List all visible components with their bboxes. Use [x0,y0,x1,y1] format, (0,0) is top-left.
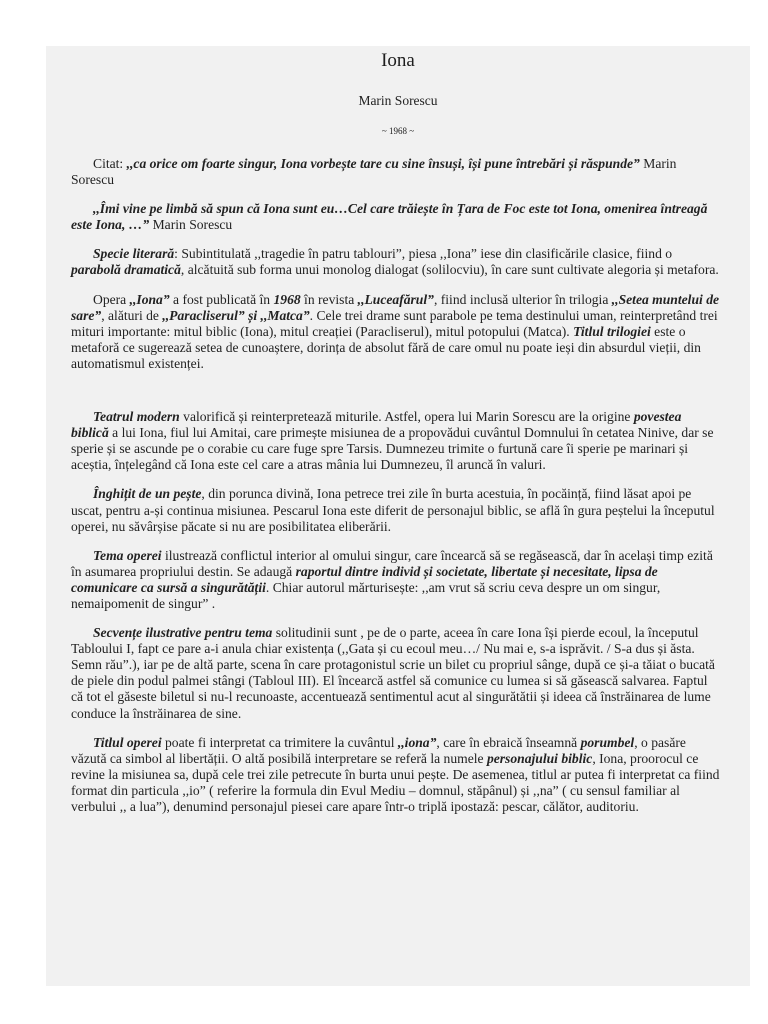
emphasis-text: ,,ca orice om foarte singur, Iona vorbește tare cu sine însuși, își pune întrebări și răspunde” [126,156,640,171]
emphasis-text: personajului biblic [486,750,593,766]
emphasis-text: ,,Luceafărul” [357,291,434,307]
document-author: Marin Sorescu [358,93,438,108]
body-text: : Subintitulată ,,tragedie în patru tablouri”, piesa ,,Iona” iese din clasificările clasice, fiind o [174,246,673,262]
document-title: Iona [381,50,415,71]
emphasis-text: ,,iona” [397,734,437,750]
paragraph-title-meaning [71,735,720,815]
body-text: Marin Sorescu [149,217,233,233]
emphasis-text: ,,Iona” [129,291,170,307]
emphasis-text: raportul dintre individ și societate, libertate și necesitate, lipsa de comunicare ca sursă a singurătății [71,563,658,595]
body-text: în revista [300,291,358,307]
emphasis-text: 1968 [273,291,301,307]
body-text: a fost publicată în [169,291,274,307]
emphasis-text: ,,Paracliserul” și ,,Matca” [162,307,310,323]
paragraph-quote-1 [71,156,720,188]
emphasis-text: Tema operei [93,547,162,563]
body-text: valorifică și reinterpretează miturile. Astfel, opera lui Marin Sorescu are la origine [179,409,634,425]
emphasis-text: porumbel [580,734,635,750]
paragraph-modern-theatre [71,409,720,473]
paragraph-swallowed-by-fish [71,486,720,534]
body-text: . Chiar autorul mărturisește: ,,am vrut să scriu ceva despre un om singur, nemaipomenit de singur” . [71,579,661,611]
body-text: , fiind inclusă ulterior în trilogia [433,291,612,307]
body-text: , care în ebraică înseamnă [436,734,581,750]
body-text: , Iona, proorocul ce revine la misiunea sa, după cele trei zile petrecute în burta unui pește. De asemenea, titlul ar putea fi interpretat ca fiind format din particula ,,io” ( referire la formula din Evul Mediu – domnul, stăpânul) și ,,na” ( cu sensul familiar al verbului ,, a lua”), denumind personajul piesei care apare într-o triplă ipostază: pescar, călător, auditoriu. [71,750,720,814]
body-text: ilustrează conflictul interior al omului singur, care încearcă să se regăsească, dar în același timp ezită în asumarea propriului destin. Se adaugă [71,547,713,579]
emphasis-text: Secvențe ilustrative pentru tema [93,625,273,641]
paragraph-publication [71,292,720,372]
paragraph-literary-species [71,246,720,278]
body-text: solitudinii sunt , pe de o parte, aceea în care Iona își pierde ecoul, la începutul Tabloului I, fapt ce pare a-i anula chiar existența (,,Gata și cu ecoul meu…/ Nu mai e, s-a isprăvit. / S-a dus și ăsta. Semn rău”.), iar pe de altă parte, scena în care protagonistul scrie un bilet cu propriul sânge, după ce și-a tăiat o bucată de piele din podul palmei stângi (Tabloul III). El încearcă astfel să comunice cu lumea si să găsească salvarea. Faptul că tot el găseste biletul si nu-l recunoaste, accentuează sentimentul acut al singurătătii și ideea că înstrăinarea de lume conduce la înstrăinarea de sine. [71,625,715,721]
body-text: a lui Iona, fiul lui Amitai, care primește misiunea de a propovădui cuvântul Domnului în cetatea Ninive, dar se sperie și se ascunde pe o corabie cu care fuge spre Tarsis. Dumnezeu trimite o furtună care îi sperie pe marinari și aceștia, înțelegând că Iona este cel care a atras mânia lui Dumnezeu, îl aruncă în valuri. [71,425,714,473]
document-page [46,46,750,986]
paragraph-illustrative-sequences [71,625,720,722]
emphasis-text: povestea biblică [71,409,682,441]
emphasis-text: Înghițit de un pește [93,486,202,502]
emphasis-text: Specie literară [93,246,175,262]
body-text: , o pasăre văzută ca simbol al libertății. O altă posibilă interpretare se referă la numele [71,734,686,766]
document-body [71,156,720,828]
body-text: . Cele trei drame sunt parabole pe tema destinului uman, reinterpretând trei mituri importante: mitul biblic (Iona), mitul creației (Paracliserul), mitul potopului (Matca). [71,307,718,339]
emphasis-text: ,,Setea muntelui de sare” [71,291,720,323]
emphasis-text: Teatrul modern [93,409,180,425]
body-text: Opera [93,291,130,307]
body-text: , din porunca divină, Iona petrece trei zile în burta acestuia, în pocăință, fiind lăsat apoi pe uscat, pentru a-și continua misiunea. Pescarul Iona este diferit de personajul biblic, se află în gura peștelui la începutul operei, nu săvârșise păcate si nu are posibilitatea eliberării. [71,486,715,534]
document-year: ~ 1968 ~ [381,126,415,136]
body-text: poate fi interpretat ca trimitere la cuvântul [161,734,398,750]
paragraph-quote-2 [71,201,720,233]
body-text: , alcătuită sub forma unui monolog dialogat (solilocviu), în care sunt cultivate alegoria și metafora. [180,262,719,278]
emphasis-text: ,,Îmi vine pe limbă să spun că Iona sunt eu…Cel care trăiește în Țara de Foc este tot Iona, omenirea întreagă este Iona, …” [71,201,708,233]
body-text: este o metaforă ce sugerează setea de cunoaștere, dorința de absolut fără de care omul nu poate ieși din absurdul vieții, din automatismul existenței. [71,323,701,371]
emphasis-text: Titlul operei [93,734,162,750]
body-text: Marin Sorescu [71,156,677,188]
emphasis-text: parabolă dramatică [71,262,181,278]
emphasis-text: Titlul trilogiei [573,323,651,339]
paragraph-theme [71,548,720,612]
body-text: , alături de [101,307,163,323]
body-text: Citat: [93,156,127,171]
